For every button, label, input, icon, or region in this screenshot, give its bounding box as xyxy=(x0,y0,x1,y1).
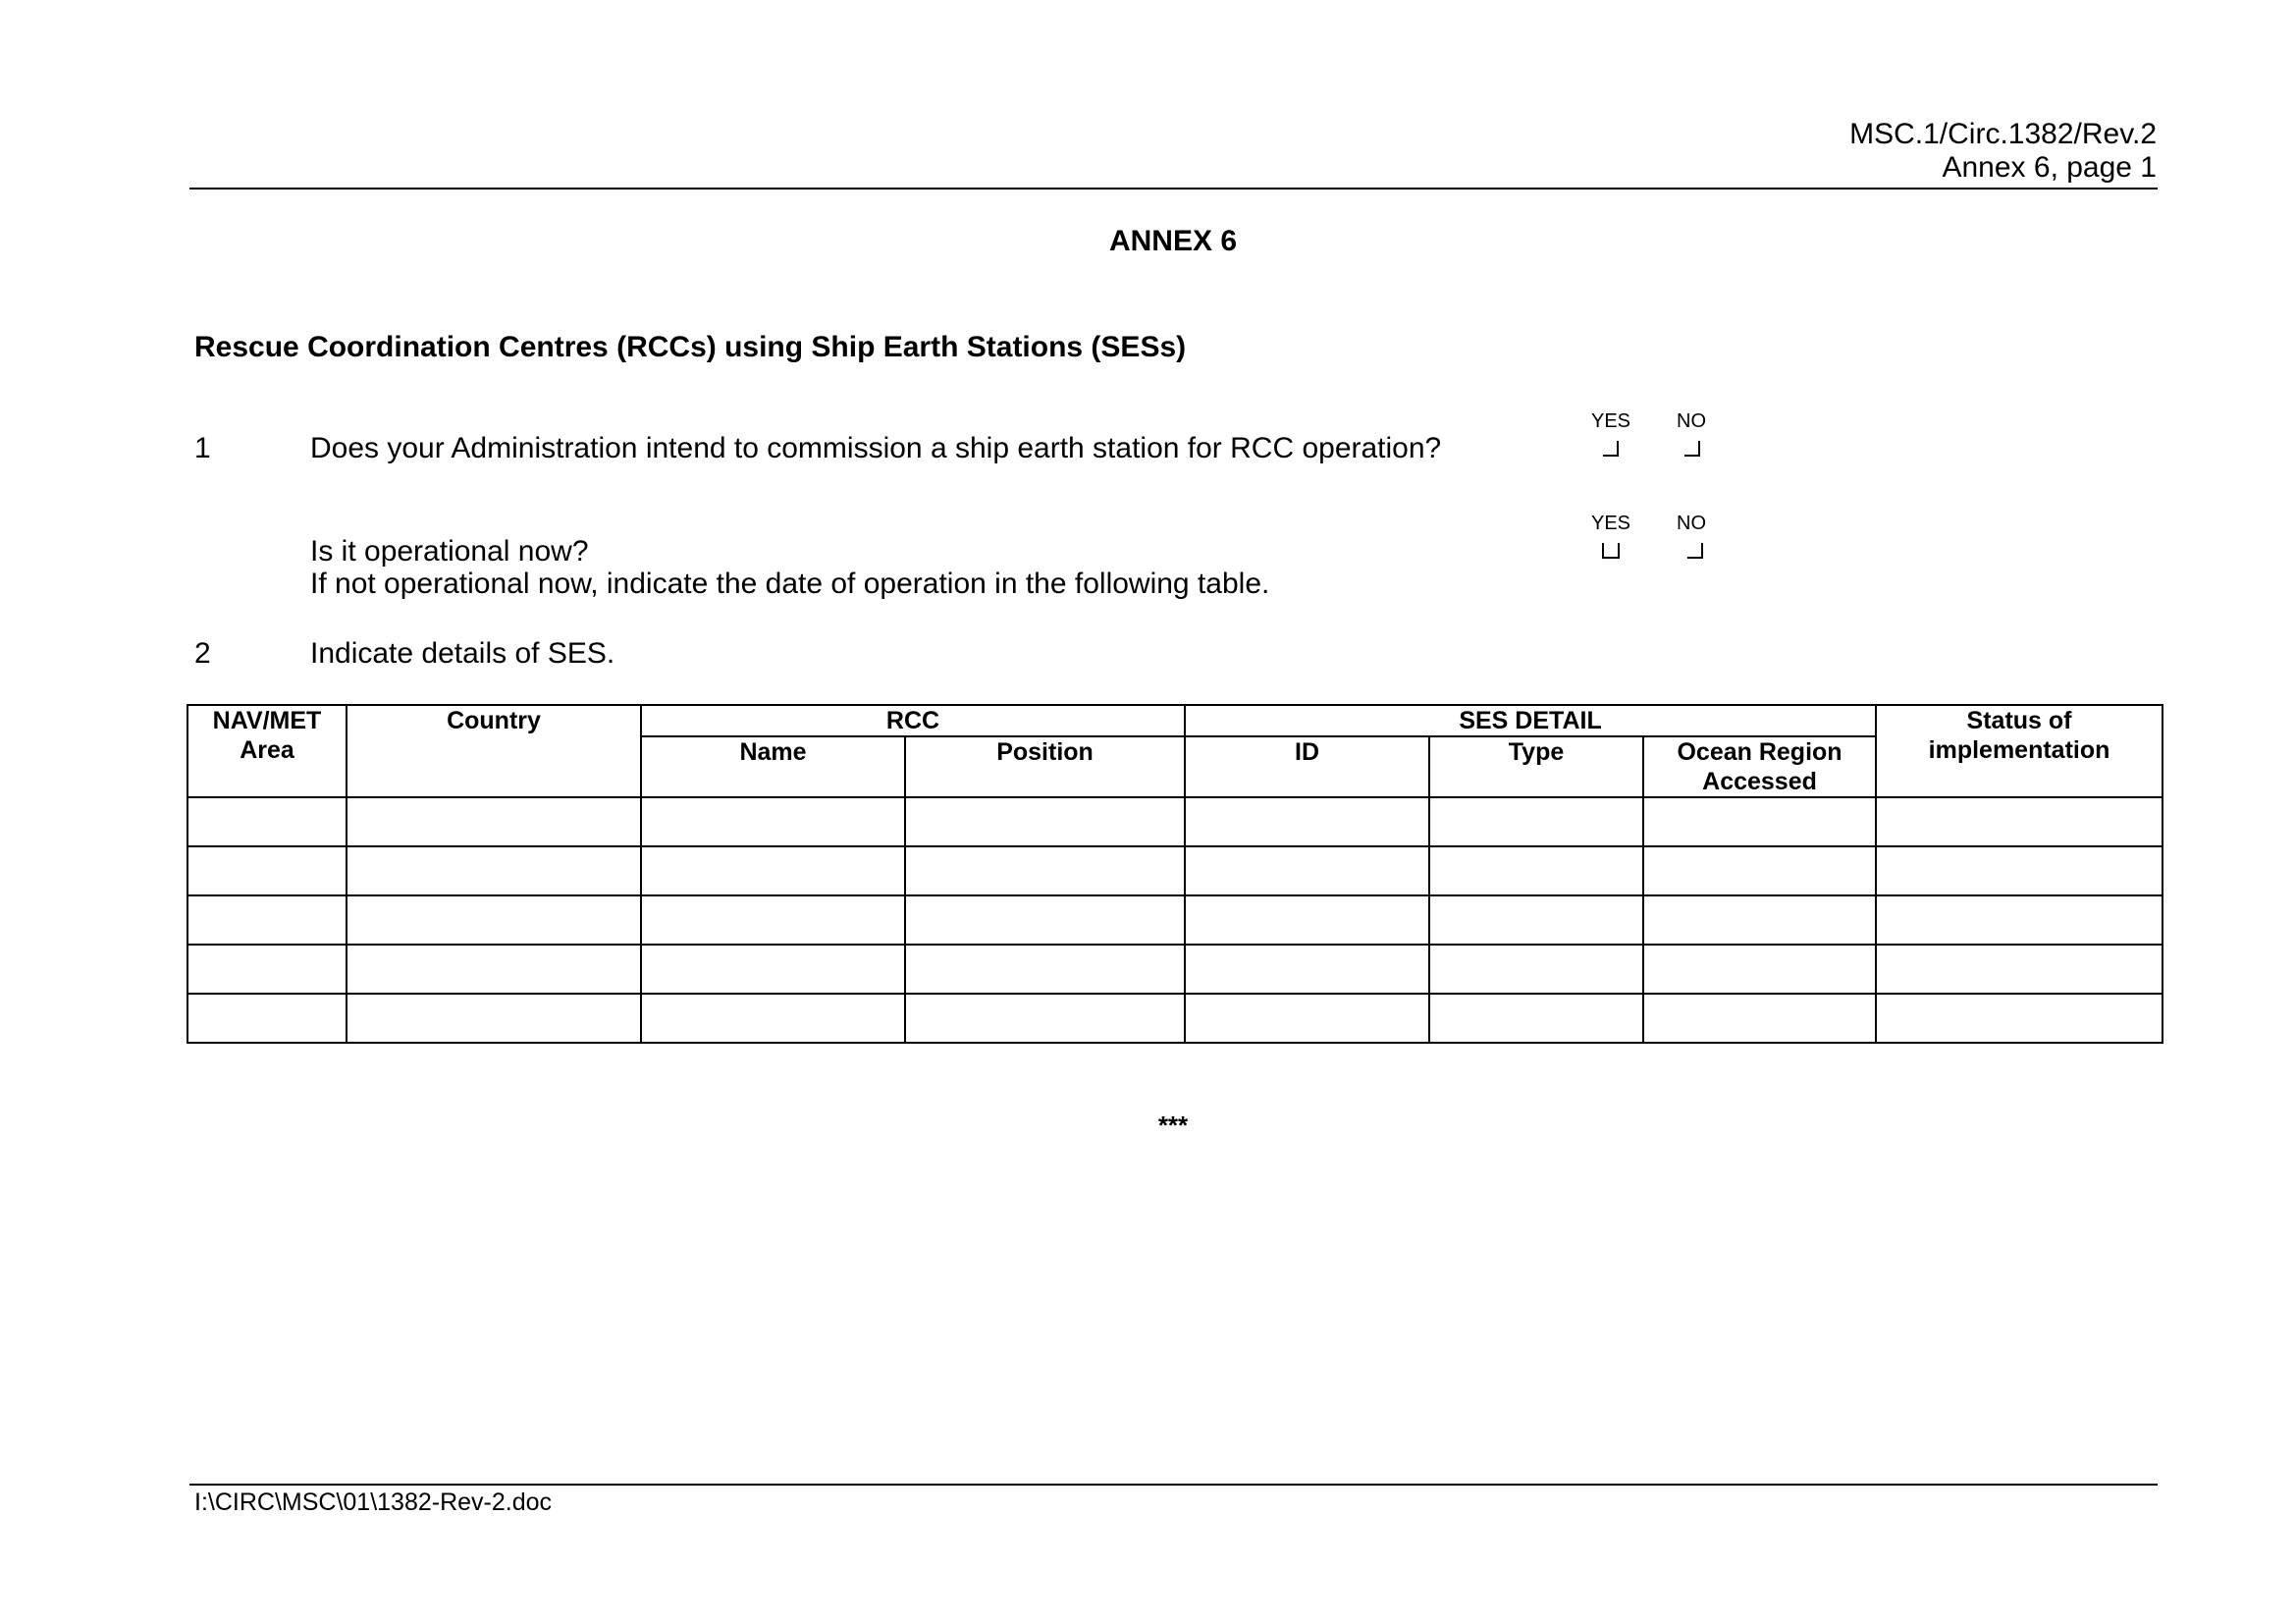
followup-no-checkbox[interactable] xyxy=(1687,543,1703,559)
table-cell[interactable] xyxy=(187,846,347,895)
table-cell[interactable] xyxy=(1185,846,1429,895)
table-cell[interactable] xyxy=(1643,994,1876,1043)
header-rcc-name: Name xyxy=(641,736,905,797)
followup-yes-checkbox[interactable] xyxy=(1602,543,1620,559)
table-cell[interactable] xyxy=(347,994,641,1043)
table-cell[interactable] xyxy=(1185,945,1429,994)
followup-yes-label: YES xyxy=(1591,513,1631,534)
table-cell[interactable] xyxy=(1185,895,1429,945)
page-reference: Annex 6, page 1 xyxy=(1942,151,2157,184)
header-ses-detail-group: SES DETAIL xyxy=(1185,705,1876,736)
end-of-annex-mark: *** xyxy=(1157,1110,1189,1140)
table-cell[interactable] xyxy=(1429,797,1643,846)
header-country: Country xyxy=(347,705,641,797)
table-cell[interactable] xyxy=(1876,846,2163,895)
table-cell[interactable] xyxy=(187,945,347,994)
table-cell[interactable] xyxy=(905,945,1185,994)
q1-question: Does your Administration intend to commission a ship earth station for RCC operation? xyxy=(310,432,1442,464)
table-cell[interactable] xyxy=(1876,945,2163,994)
followup-no-label: NO xyxy=(1677,513,1706,534)
followup-note: If not operational now, indicate the date of operation in the following table. xyxy=(310,568,1270,600)
table-cell[interactable] xyxy=(187,797,347,846)
table-cell[interactable] xyxy=(1876,994,2163,1043)
table-cell[interactable] xyxy=(905,895,1185,945)
table-cell[interactable] xyxy=(1643,895,1876,945)
table-row xyxy=(187,994,2163,1043)
table-cell[interactable] xyxy=(347,895,641,945)
q1-number: 1 xyxy=(194,432,211,464)
annex-title: ANNEX 6 xyxy=(1108,225,1238,257)
table-cell[interactable] xyxy=(187,895,347,945)
table-cell[interactable] xyxy=(347,945,641,994)
table-cell[interactable] xyxy=(187,994,347,1043)
header-ocean-region: Ocean Region Accessed xyxy=(1643,736,1876,797)
file-path: I:\CIRC\MSC\01\1382-Rev-2.doc xyxy=(194,1489,553,1516)
followup-question: Is it operational now? xyxy=(310,535,589,568)
section-heading: Rescue Coordination Centres (RCCs) using Ship Earth Stations (SESs) xyxy=(194,331,1187,363)
q1-no-label: NO xyxy=(1677,410,1706,432)
table-cell[interactable] xyxy=(347,846,641,895)
ses-details-table xyxy=(187,704,2163,1044)
table-cell[interactable] xyxy=(641,846,905,895)
header-rule xyxy=(189,188,2158,189)
table-cell[interactable] xyxy=(905,846,1185,895)
table-cell[interactable] xyxy=(1429,846,1643,895)
document-reference: MSC.1/Circ.1382/Rev.2 xyxy=(1849,118,2157,150)
header-rcc-group: RCC xyxy=(641,705,1185,736)
table-cell[interactable] xyxy=(1876,797,2163,846)
table-cell[interactable] xyxy=(641,797,905,846)
footer-rule xyxy=(189,1484,2158,1486)
table-cell[interactable] xyxy=(1643,846,1876,895)
table-cell[interactable] xyxy=(1643,945,1876,994)
header-ses-type: Type xyxy=(1429,736,1643,797)
table-cell[interactable] xyxy=(1429,895,1643,945)
q1-yes-label: YES xyxy=(1591,410,1631,432)
table-cell[interactable] xyxy=(1429,945,1643,994)
header-ses-id: ID xyxy=(1185,736,1429,797)
q2-number: 2 xyxy=(194,637,211,670)
q1-yes-checkbox[interactable] xyxy=(1603,441,1619,457)
table-cell[interactable] xyxy=(1185,797,1429,846)
table-cell[interactable] xyxy=(1185,994,1429,1043)
q2-text: Indicate details of SES. xyxy=(310,637,615,670)
header-status: Status of implementation xyxy=(1876,705,2163,797)
table-cell[interactable] xyxy=(641,945,905,994)
table-row xyxy=(187,895,2163,945)
q1-no-checkbox[interactable] xyxy=(1684,441,1700,457)
header-rcc-position: Position xyxy=(905,736,1185,797)
table-cell[interactable] xyxy=(641,895,905,945)
table-cell[interactable] xyxy=(641,994,905,1043)
table-cell[interactable] xyxy=(1876,895,2163,945)
header-nav-met-area: NAV/MET Area xyxy=(187,705,347,797)
table-cell[interactable] xyxy=(347,797,641,846)
table-cell[interactable] xyxy=(1643,797,1876,846)
table-cell[interactable] xyxy=(905,994,1185,1043)
table-row xyxy=(187,846,2163,895)
table-cell[interactable] xyxy=(905,797,1185,846)
table-cell[interactable] xyxy=(1429,994,1643,1043)
table-row xyxy=(187,945,2163,994)
table-row xyxy=(187,797,2163,846)
